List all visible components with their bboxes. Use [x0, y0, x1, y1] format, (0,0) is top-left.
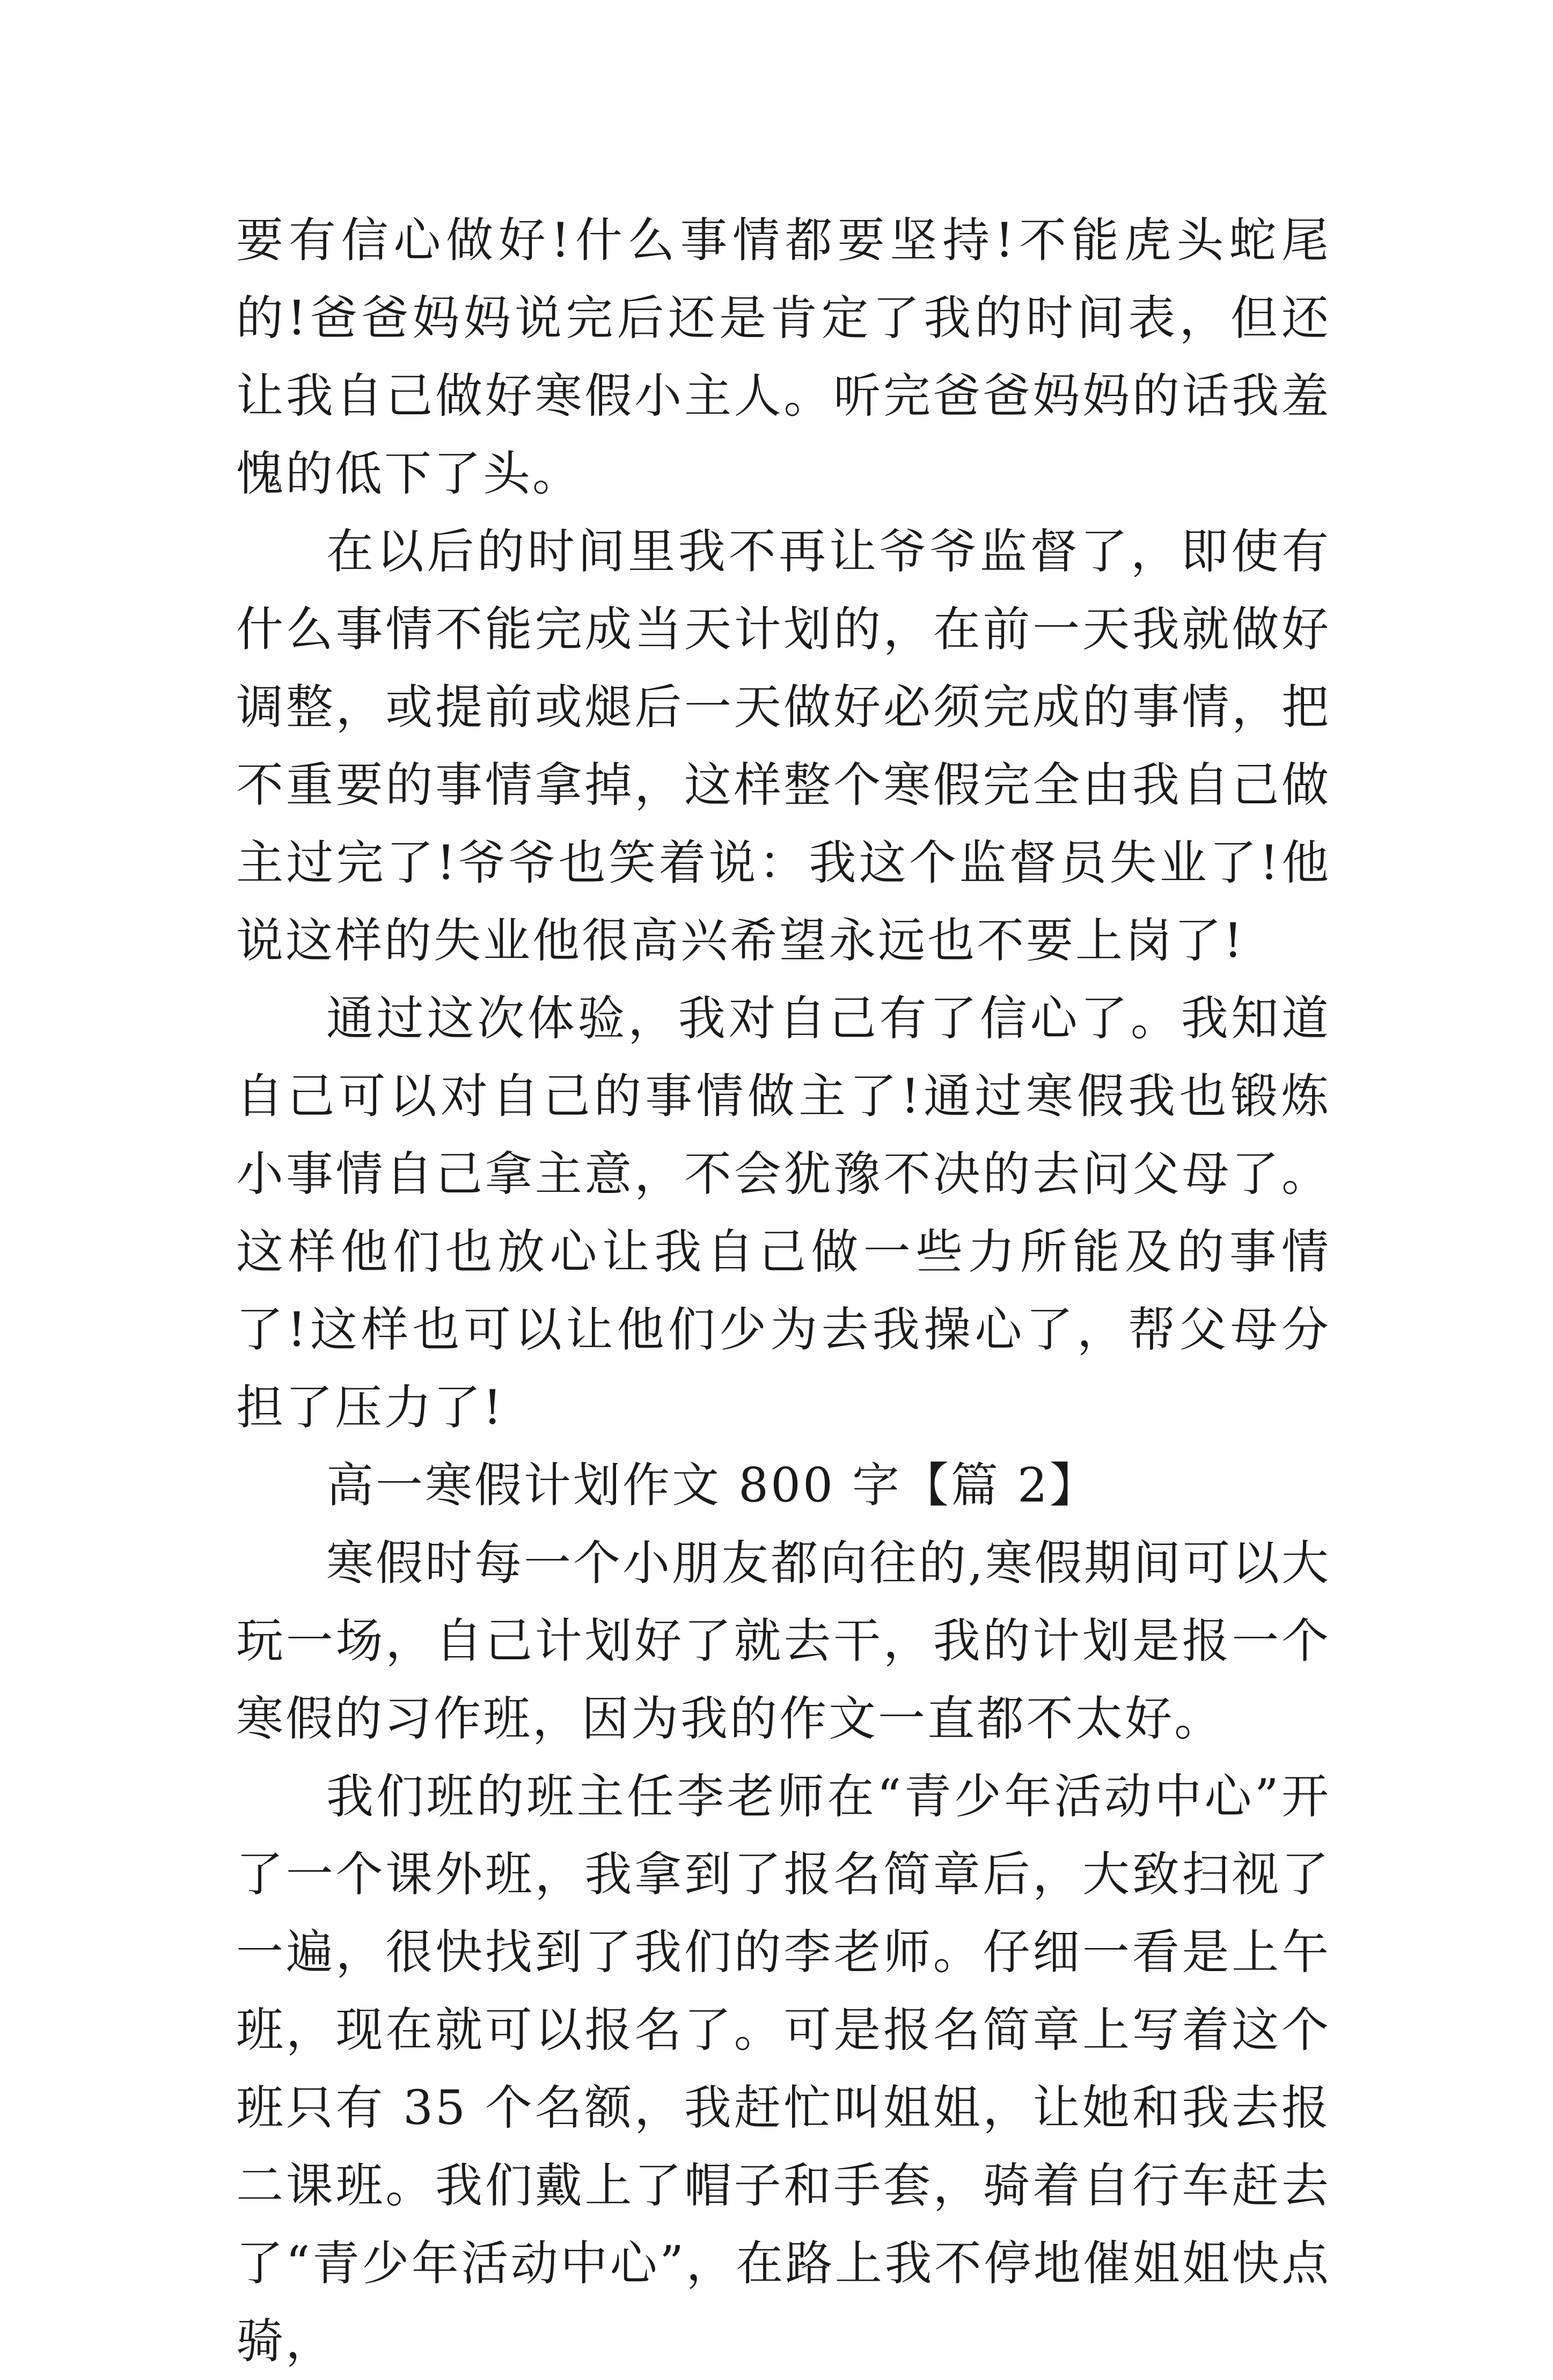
paragraph: 在以后的时间里我不再让爷爷监督了，即使有什么事情不能完成当天计划的，在前一天我就做好调整，或提前或煺后一天做好必须完成的事情，把不重要的事情拿掉，这样整个寒假完全由我自己做主过完了!爷爷也笑着说：我这个监督员失业了!他说这样的失业他很高兴希望永远也不要上岗了! — [236, 524, 1331, 968]
paragraph: 通过这次体验，我对自己有了信心了。我知道自己可以对自己的事情做主了!通过寒假我也锻炼小事情自己拿主意，不会犹豫不决的去问父母了。这样他们也放心让我自己做一些力所能及的事情了!这样也可以让他们少为去我操心了，帮父母分担了压力了! — [236, 991, 1331, 1435]
paragraph-continuation: 要有信心做好!什么事情都要坚持!不能虎头蛇尾的!爸爸妈妈说完后还是肯定了我的时间表，但还让我自己做好寒假小主人。听完爸爸妈妈的话我羞愧的低下了头。 — [236, 213, 1331, 501]
paragraph: 我们班的班主任李老师在“青少年活动中心”开了一个课外班，我拿到了报名简章后，大致扫视了一遍，很快找到了我们的李老师。仔细一看是上午班，现在就可以报名了。可是报名简章上写着这个班只有 35 个名额，我赶忙叫姐姐，让她和我去报二课班。我们戴上了帽子和手套，骑着自行车赶去了“青少年活动中心”，在路上我不停地催姐姐快点骑， — [236, 1769, 1331, 2369]
paragraph: 寒假时每一个小朋友都向往的,寒假期间可以大玩一场，自己计划好了就去干，我的计划是报一个寒假的习作班，因为我的作文一直都不太好。 — [236, 1535, 1331, 1746]
document-body — [236, 201, 1331, 2380]
section-heading: 高一寒假计划作文 800 字【篇 2】 — [326, 1458, 1099, 1513]
